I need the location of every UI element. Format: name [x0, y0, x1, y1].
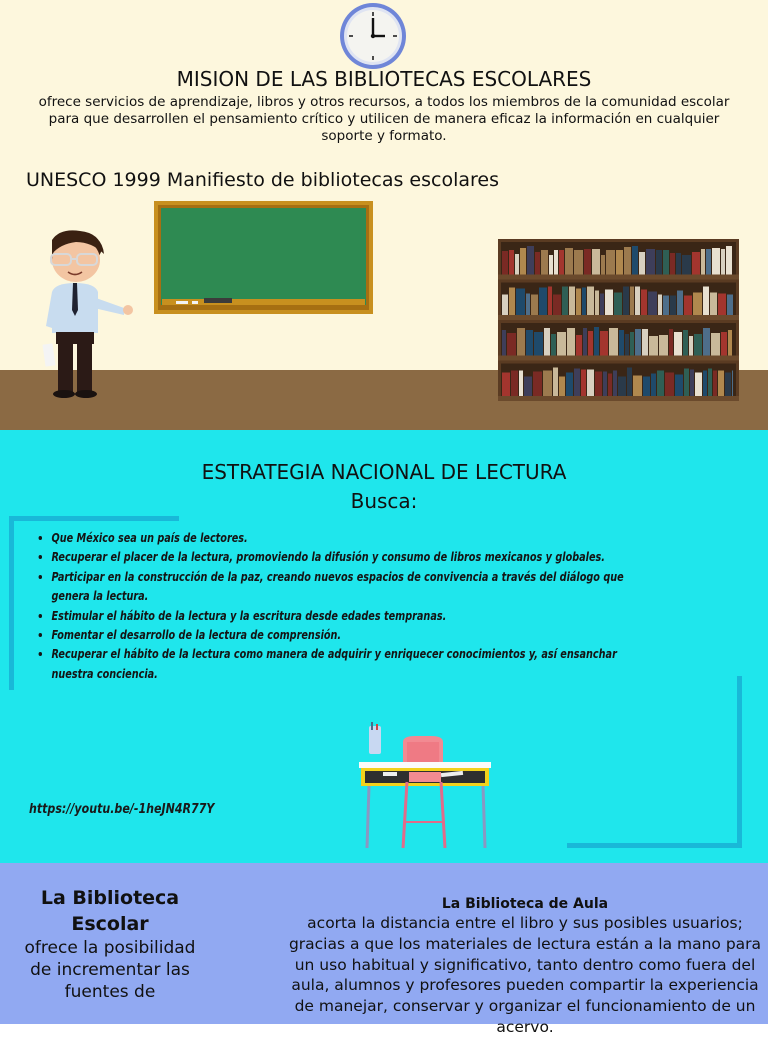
school-library-description: ofrece la posibilidad de incrementar las fuentes de	[24, 938, 196, 1002]
classroom-library-description: acorta la distancia entre el libro y sus posibles usuarios; gracias a que los materiales de lectura están a la mano para un uso habitual y significativo, tanto dentro como fuera del aula, alumnos y profesores pueden compartir la experiencia de manejar, conservar y organizar el funcionamiento de un acervo.	[288, 914, 762, 1036]
list-item: • Recuperar el placer de la lectura, promoviendo la difusión y consumo de libros mexicanos y globales.	[51, 547, 636, 566]
list-item: • Que México sea un país de lectores.	[51, 528, 636, 547]
strategy-title: ESTRATEGIA NACIONAL DE LECTURA	[201, 460, 567, 484]
list-item: • Fomentar el desarrollo de la lectura de comprensión.	[51, 625, 636, 644]
strategy-list	[36, 528, 636, 683]
video-link[interactable]: https://youtu.be/-1heJN4R77Y	[29, 802, 215, 817]
mission-description: ofrece servicios de aprendizaje, libros y otros recursos, a todos los miembros de la comunidad escolar para que desarrollen el pensamiento crítico y utilicen de manera eficaz la información en cualquier soporte y formato.	[38, 94, 730, 144]
list-item: • Participar en la construcción de la paz, creando nuevos espacios de convivencia a través del diálogo que genera la lectura.	[51, 567, 636, 606]
clock-icon	[338, 1, 408, 71]
classroom-library-block	[282, 895, 768, 1038]
frame-corner-bottom-right	[567, 843, 742, 848]
school-desk	[355, 722, 495, 852]
list-item: • Recuperar el hábito de la lectura como manera de adquirir y enriquecer conocimientos y, así ensanchar nuestra conciencia.	[51, 644, 636, 683]
teacher-figure	[40, 228, 140, 403]
list-item: • Estimular el hábito de la lectura y la escritura desde edades tempranas.	[51, 606, 636, 625]
school-library-title: La Biblioteca Escolar	[40, 887, 180, 935]
bookshelf	[498, 239, 739, 401]
mission-title: MISION DE LAS BIBLIOTECAS ESCOLARES	[176, 67, 592, 91]
frame-corner-bottom-right	[737, 676, 742, 848]
chalkboard	[154, 201, 374, 315]
school-library-block	[20, 885, 200, 1003]
frame-corner-top-left	[9, 516, 179, 521]
strategy-subtitle: Busca:	[350, 489, 418, 513]
classroom-library-title: La Biblioteca de Aula	[441, 896, 609, 912]
frame-corner-top-left	[9, 516, 14, 690]
mission-source: UNESCO 1999 Manifiesto de bibliotecas escolares	[26, 169, 499, 191]
